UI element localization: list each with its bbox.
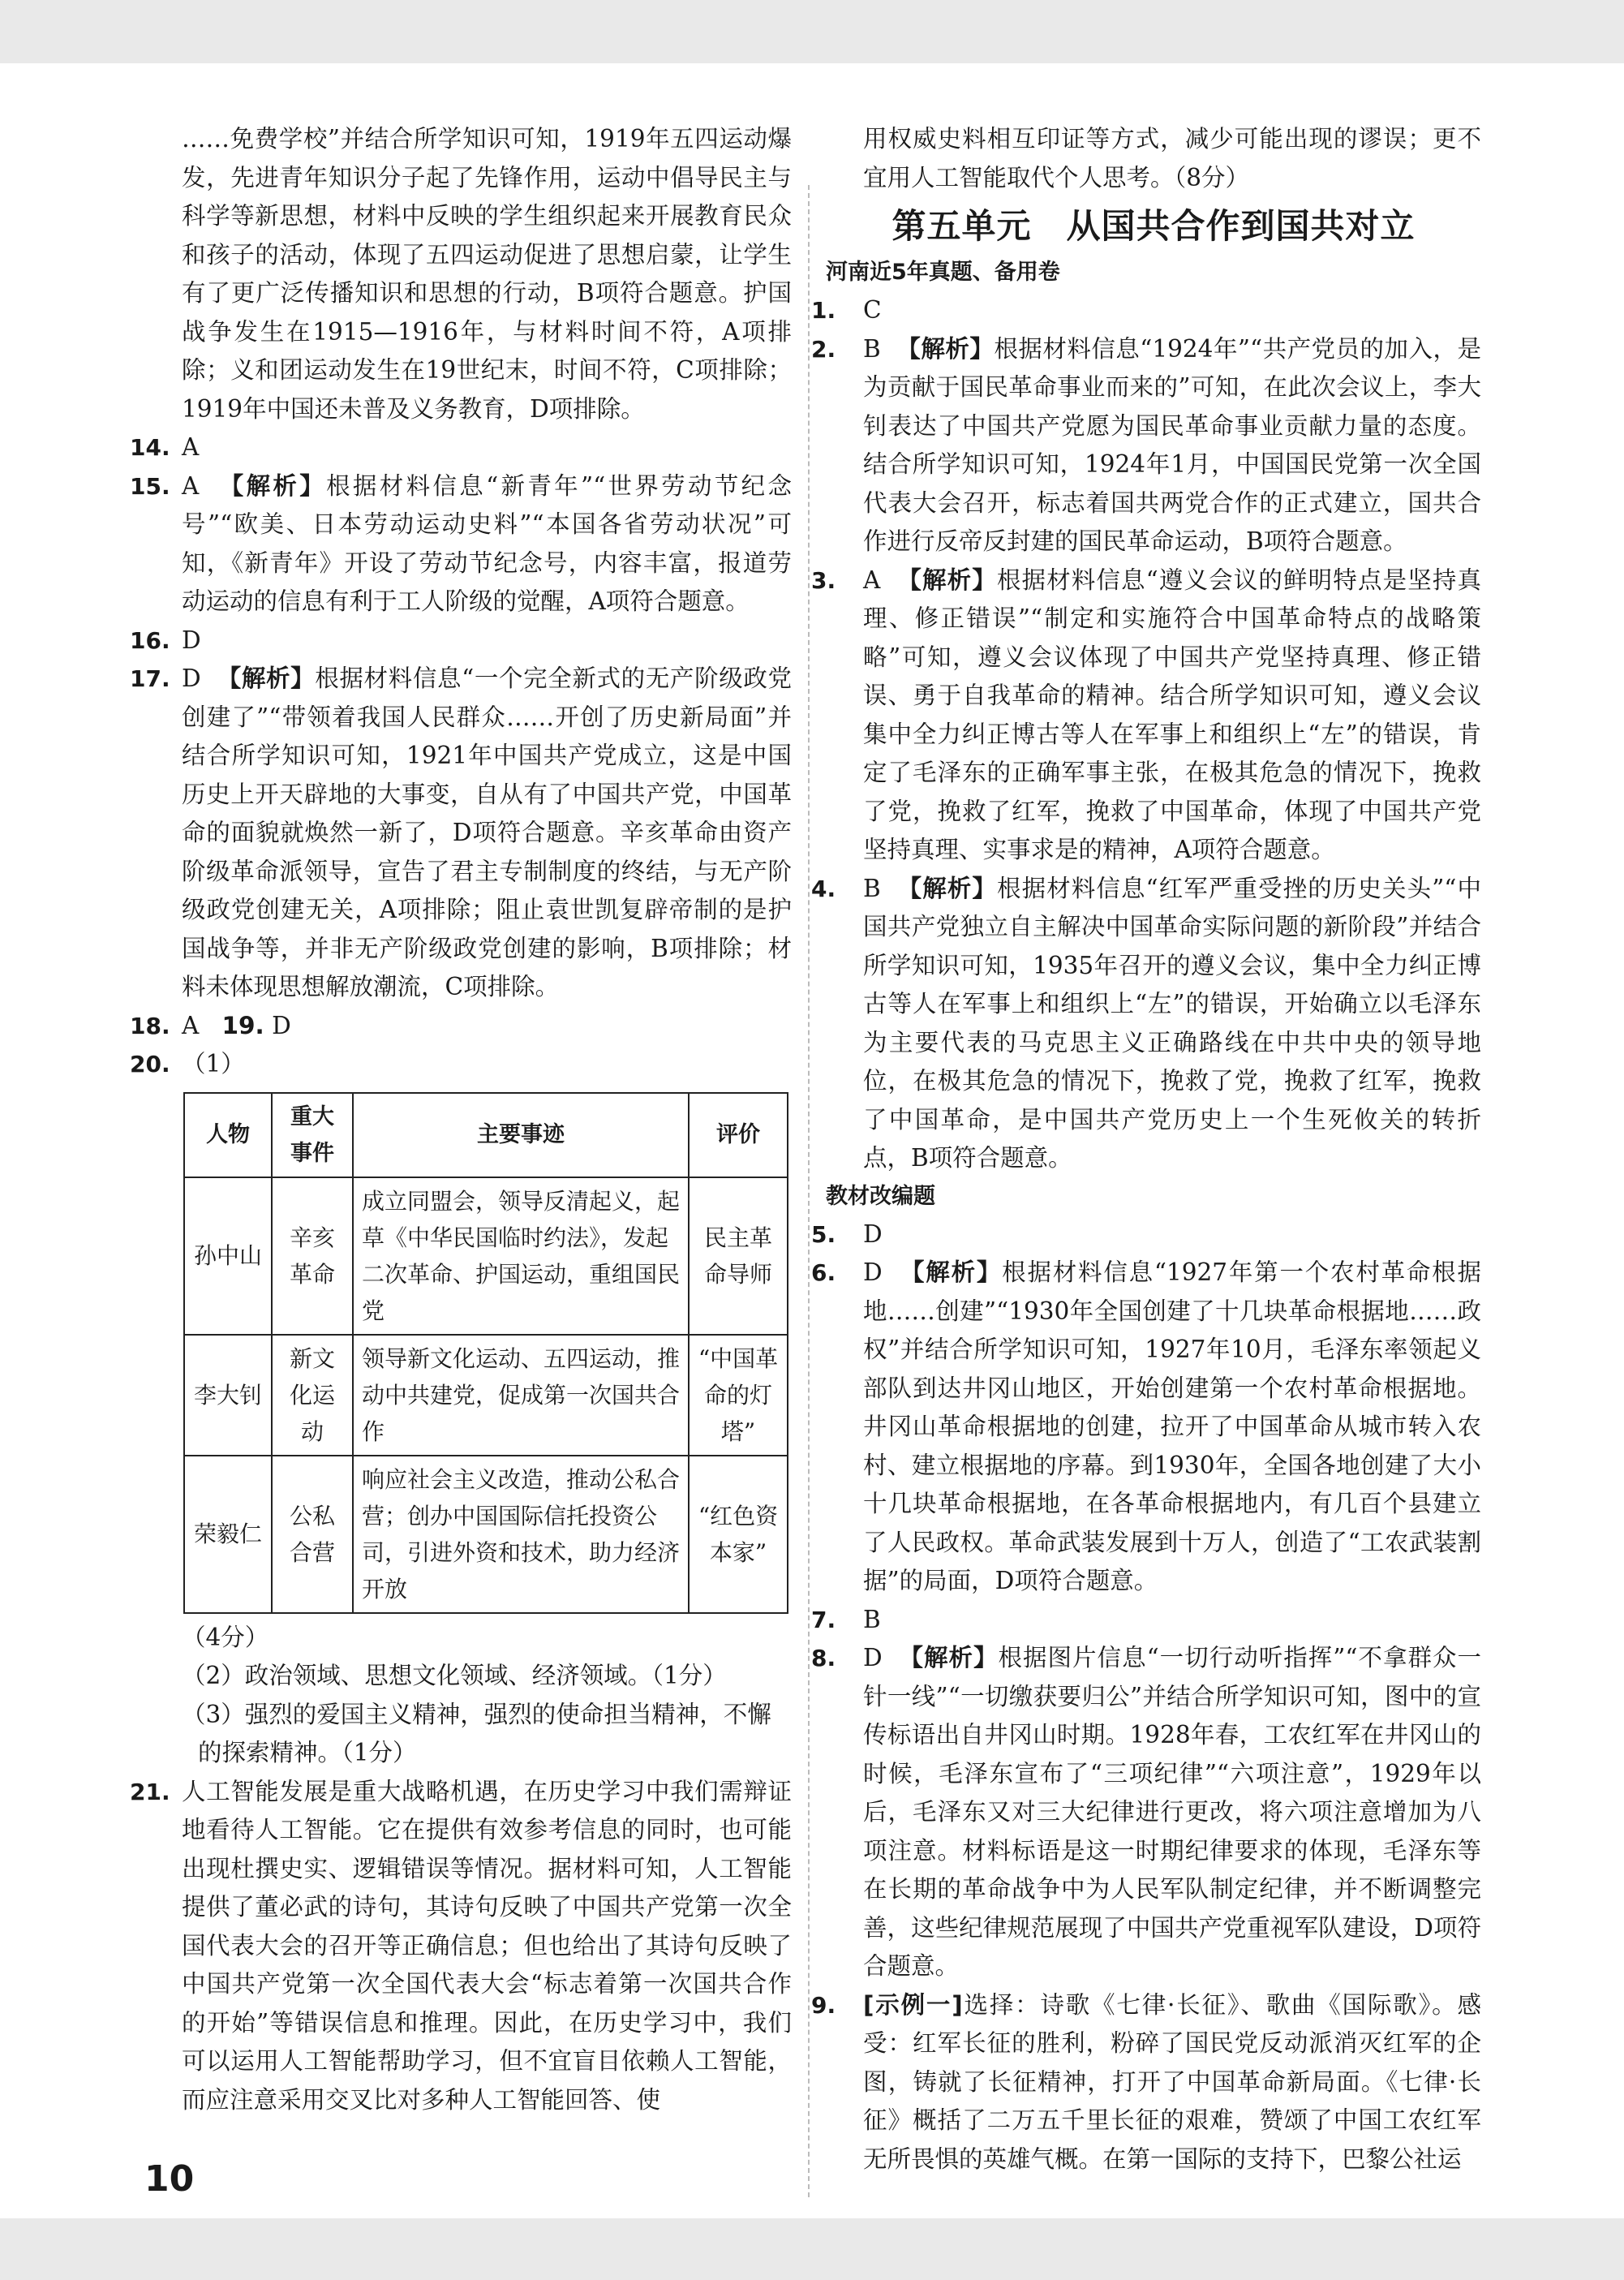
q17-analysis: 根据材料信息“一个完全新式的无产阶级政党创建了”“带领着我国人民群众……开创了历史新局面”并结合所学知识可知，1921年中国共产党成立，这是中国历史上开天辟地的大事变，自从有了中国共产党，中国革命的面貌就焕然一新了，D项符合题意。辛亥革命由资产阶级革命派领导，宣告了君主专制制度的终结，与无产阶级政党创建无关，A项排除；阻止袁世凯复辟帝制的是护国战争等，并非无产阶级政党创建的影响，B项排除；材料未体现思想解放潮流，C项排除。 <box>182 665 792 1000</box>
q14-number: 14. <box>130 434 170 461</box>
table-cell: 公私合营 <box>272 1456 353 1613</box>
r3-answer: A <box>863 566 881 594</box>
table-cell: 新文化运动 <box>272 1335 353 1456</box>
table-cell: 成立同盟会，领导反清起义，起草《中华民国临时约法》，发起二次革命、护国运动，重组国民党 <box>353 1177 689 1335</box>
r3-analysis-tag: 【解析】 <box>897 566 997 594</box>
q15-answer: A <box>182 471 200 500</box>
q17-number: 17. <box>130 665 170 692</box>
table-header: 主要事迹 <box>353 1093 689 1177</box>
answer-16 <box>130 622 792 660</box>
right-column <box>811 120 1481 2179</box>
r9-example-tag: [示例一] <box>863 1990 963 2019</box>
answer-r5 <box>811 1215 1481 1254</box>
table-header: 人物 <box>184 1093 272 1177</box>
r2-analysis: 根据材料信息“1924年”“共产党员的加入，是为贡献于国民革命事业而来的”可知，在此次会议上，李大钊表达了中国共产党愿为国民革命事业贡献力量的态度。结合所学知识可知，1924年1月，中国国民党第一次全国代表大会召开，标志着国共两党合作的正式建立，国共合作进行反帝反封建的国民革命运动，B项符合题意。 <box>863 334 1481 555</box>
table-cell: 领导新文化运动、五四运动，推动中共建党，促成第一次国共合作 <box>353 1335 689 1456</box>
q17-answer: D <box>182 665 201 692</box>
q20-part3: （3）强烈的爱国主义精神，强烈的使命担当精神，不懈的探索精神。（1分） <box>182 1700 771 1766</box>
answer-r3 <box>811 561 1481 870</box>
table-cell: 荣毅仁 <box>184 1456 272 1613</box>
r3-analysis: 根据材料信息“遵义会议的鲜明特点是坚持真理、修正错误”“制定和实施符合中国革命特点的战略策略”可知，遵义会议体现了中国共产党坚持真理、修正错误、勇于自我革命的精神。结合所学知识可知，遵义会议集中全力纠正博古等人在军事上和组织上“左”的错误，肯定了毛泽东的正确军事主张，在极其危急的情况下，挽救了党，挽救了红军，挽救了中国革命，体现了中国共产党坚持真理、实事求是的精神，A项符合题意。 <box>863 566 1481 863</box>
q20-table <box>183 1092 788 1614</box>
table-header: 重大事件 <box>272 1093 353 1177</box>
table-header-row <box>184 1093 788 1177</box>
q17-analysis-tag: 【解析】 <box>217 665 316 692</box>
r9-number: 9. <box>811 1991 836 2019</box>
r6-number: 6. <box>811 1259 836 1286</box>
table-cell: 辛亥革命 <box>272 1177 353 1335</box>
page-number: 10 <box>144 2158 195 2200</box>
r4-answer: B <box>863 874 881 902</box>
answer-17 <box>130 660 792 1007</box>
q20-part1-label: （1） <box>182 1050 245 1078</box>
r4-analysis: 根据材料信息“红军严重受挫的历史关头”“中国共产党独立自主解决中国革命实际问题的新阶段”并结合所学知识可知，1935年召开的遵义会议，集中全力纠正博古等人在军事上和组织上“左”的错误，开始确立以毛泽东为主要代表的马克思主义正确路线在中共中央的领导地位，在极其危急的情况下，挽救了党，挽救了红军，挽救了中国革命，是中国共产党历史上一个生死攸关的转折点，B项符合题意。 <box>863 874 1481 1172</box>
q19-number: 19. <box>221 1011 264 1039</box>
q13-continuation: ……免费学校”并结合所学知识可知，1919年五四运动爆发，先进青年知识分子起了先锋作用，运动中倡导民主与科学等新思想，材料中反映的学生组织起来开展教育民众和孩子的活动，体现了五四运动促进了思想启蒙，让学生有了更广泛传播知识和思想的行动，B项符合题意。护国战争发生在1915—1916年，与材料时间不符，A项排除；义和团运动发生在19世纪末，时间不符，C项排除；1919年中国还未普及义务教育，D项排除。 <box>182 125 792 423</box>
answer-r1 <box>811 291 1481 330</box>
r2-number: 2. <box>811 335 836 363</box>
section-heading: 河南近5年真题、备用卷 <box>826 260 1060 285</box>
table-cell: 响应社会主义改造，推动公私合营；创办中国国际信托投资公司，引进外资和技术，助力经济开放 <box>353 1456 689 1613</box>
left-column <box>130 120 792 2119</box>
r8-analysis-tag: 【解析】 <box>899 1644 999 1671</box>
answer-r7 <box>811 1601 1481 1640</box>
q15-number: 15. <box>130 472 170 500</box>
r6-answer: D <box>863 1258 883 1286</box>
q21-text: 人工智能发展是重大战略机遇，在历史学习中我们需辩证地看待人工智能。它在提供有效参考信息的同时，也可能出现杜撰史实、逻辑错误等情况。据材料可知，人工智能提供了董必武的诗句，其诗句反映了中国共产党第一次全国代表大会的召开等正确信息；但也给出了其诗句反映了中国共产党第一次全国代表大会“标志着第一次国共合作的开始”等错误信息和推理。因此，在历史学习中，我们可以运用人工智能帮助学习，但不宜盲目依赖人工智能，而应注意采用交叉比对多种人工智能回答、使 <box>182 1777 792 2114</box>
q14-answer: A <box>182 433 200 461</box>
r7-number: 7. <box>811 1606 836 1633</box>
answer-r2 <box>811 330 1481 561</box>
page <box>0 63 1624 2218</box>
answer-r6 <box>811 1254 1481 1601</box>
column-divider <box>808 185 810 2197</box>
r5-number: 5. <box>811 1220 836 1248</box>
q18-answer: A <box>182 1011 200 1039</box>
r7-answer: B <box>863 1605 881 1633</box>
r4-analysis-tag: 【解析】 <box>897 874 997 902</box>
table-cell: “中国革命的灯塔” <box>689 1335 788 1456</box>
answer-r8 <box>811 1639 1481 1986</box>
q15-analysis: 根据材料信息“新青年”“世界劳动节纪念号”“欧美、日本劳动运动史料”“本国各省劳动状况”可知，《新青年》开设了劳动节纪念号，内容丰富，报道劳动运动的信息有利于工人阶级的觉醒，A项符合题意。 <box>182 471 792 615</box>
r6-analysis-tag: 【解析】 <box>900 1258 1003 1286</box>
r6-analysis: 根据材料信息“1927年第一个农村革命根据地……创建”“1930年全国创建了十几块革命根据地……政权”并结合所学知识可知，1927年10月，毛泽东率领起义部队到达井冈山地区，开始创建第一个农村革命根据地。井冈山革命根据地的创建，拉开了中国革命从城市转入农村、建立根据地的序幕。到1930年，全国各地创建了大小十几块革命根据地，在各革命根据地内，有几百个县建立了人民政权。革命武装发展到十万人，创造了“工农武装割据”的局面，D项符合题意。 <box>863 1258 1481 1594</box>
r3-number: 3. <box>811 566 836 594</box>
table-cell: 李大钊 <box>184 1335 272 1456</box>
answer-r9 <box>811 1986 1481 2179</box>
q20-part2: （2）政治领域、思想文化领域、经济领域。（1分） <box>182 1662 727 1689</box>
r8-answer: D <box>863 1644 883 1671</box>
table-row <box>184 1456 788 1613</box>
q16-answer: D <box>182 626 201 654</box>
r1-answer: C <box>863 296 882 324</box>
table-header: 评价 <box>689 1093 788 1177</box>
answer-21 <box>130 1773 792 2120</box>
q20-score: （4分） <box>182 1623 269 1651</box>
answer-18-19 <box>130 1007 792 1046</box>
q20-number: 20. <box>130 1051 170 1078</box>
r8-number: 8. <box>811 1645 836 1671</box>
r9-text: 选择：诗歌《七律·长征》、歌曲《国际歌》。感受：红军长征的胜利，粉碎了国民党反动派消灭红军的企图，铸就了长征精神，打开了中国革命新局面。《七律·长征》概括了二万五千里长征的艰难，赞颂了中国工农红军无所畏惧的英雄气概。在第一国际的支持下，巴黎公社运 <box>863 1990 1481 2173</box>
r8-analysis: 根据图片信息“一切行动听指挥”“不拿群众一针一线”“一切缴获要归公”并结合所学知识可知，图中的宣传标语出自井冈山时期。1928年春，工农红军在井冈山的时候，毛泽东宣布了“三项纪律”“六项注意”，1929年以后，毛泽东又对三大纪律进行更改，将六项注意增加为八项注意。材料标语是这一时期纪律要求的体现，毛泽东等在长期的革命战争中为人民军队制定纪律，并不断调整完善，这些纪律规范展现了中国共产党重视军队建设，D项符合题意。 <box>863 1644 1481 1980</box>
r5-answer: D <box>863 1220 883 1248</box>
answer-14 <box>130 428 792 467</box>
r2-analysis-tag: 【解析】 <box>896 334 995 363</box>
answer-15 <box>130 467 792 622</box>
table-row <box>184 1177 788 1335</box>
q21-continuation: 用权威史料相互印证等方式，减少可能出现的谬误；更不宜用人工智能取代个人思考。（8分） <box>863 125 1481 191</box>
r2-answer: B <box>863 334 881 363</box>
q18-number: 18. <box>130 1012 170 1039</box>
q15-analysis-tag: 【解析】 <box>219 471 327 500</box>
answer-20 <box>130 1045 792 1084</box>
table-cell: 民主革命导师 <box>689 1177 788 1335</box>
r1-number: 1. <box>811 297 836 324</box>
unit-title: 第五单元 从国共合作到国共对立 <box>891 206 1416 246</box>
section-heading: 教材改编题 <box>826 1183 935 1209</box>
table-cell: 孙中山 <box>184 1177 272 1335</box>
q19-answer: D <box>272 1011 291 1039</box>
table-cell: “红色资本家” <box>689 1456 788 1613</box>
table-row <box>184 1335 788 1456</box>
r4-number: 4. <box>811 875 836 902</box>
answer-r4 <box>811 870 1481 1178</box>
q16-number: 16. <box>130 626 170 654</box>
q21-number: 21. <box>130 1778 170 1805</box>
